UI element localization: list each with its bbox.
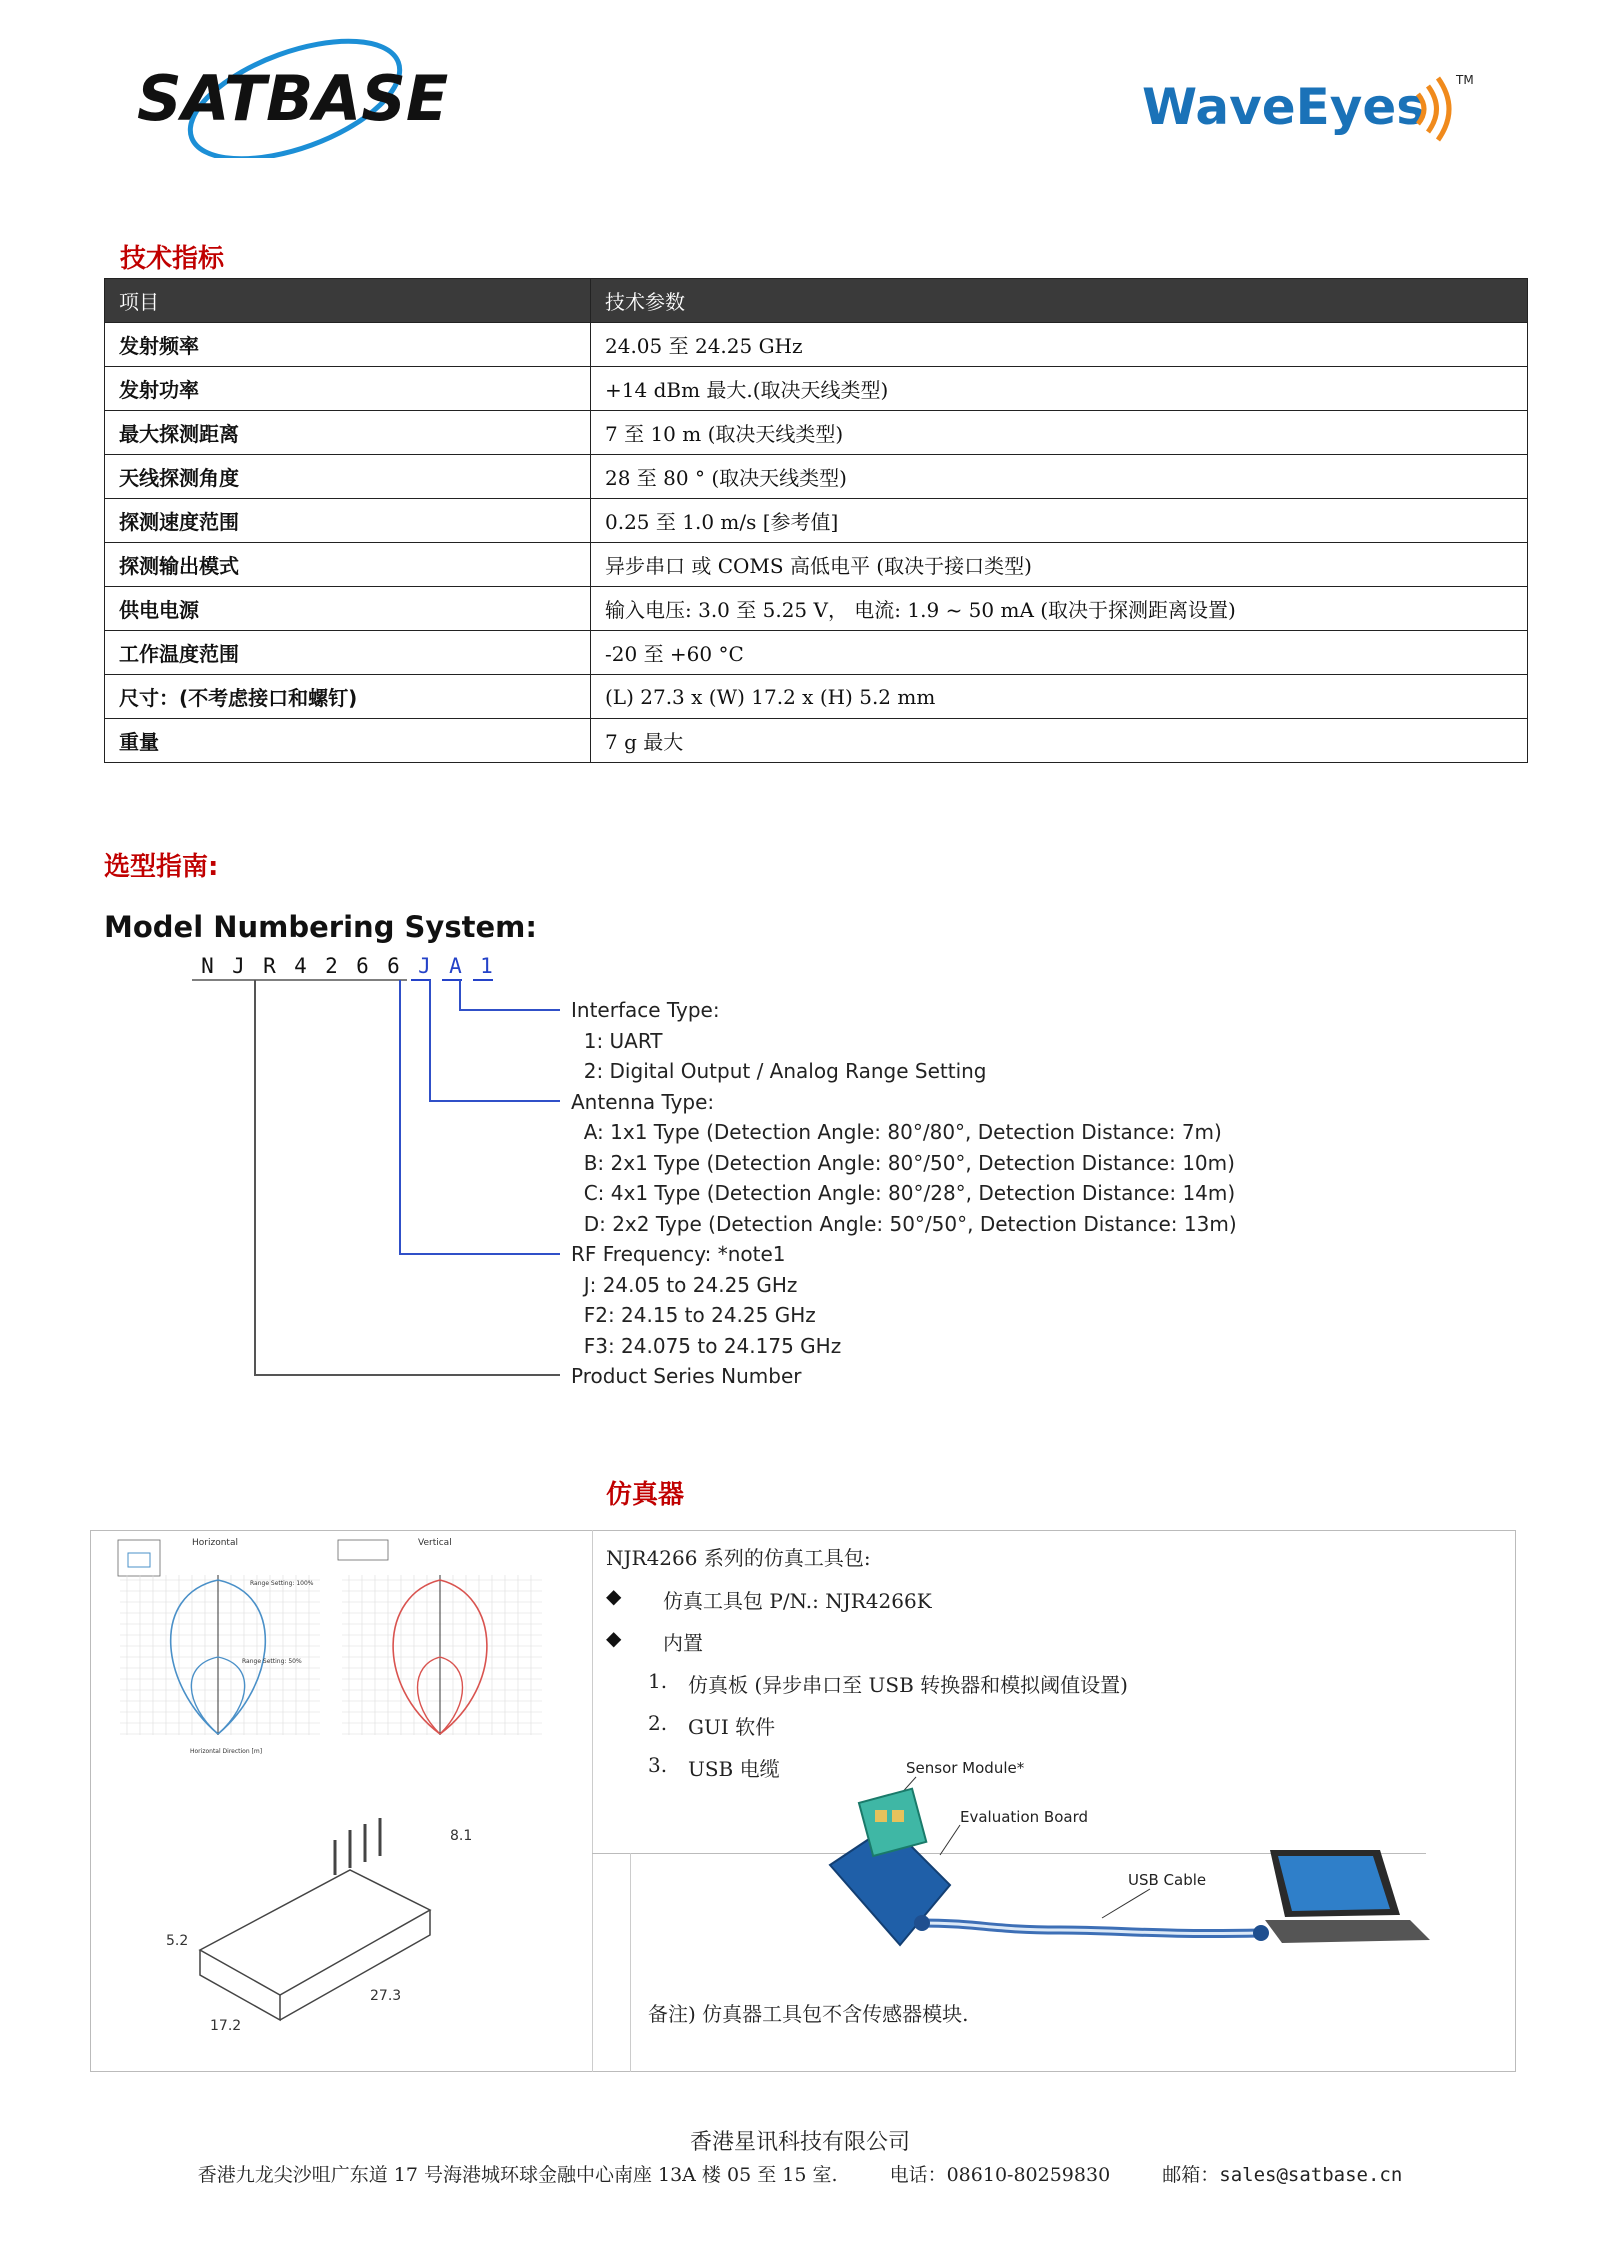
spec-key: 重量 — [105, 719, 591, 763]
code-char-interface: 1 — [480, 954, 493, 978]
code-char: 2 — [325, 954, 338, 978]
sim-item-2: GUI 软件 — [688, 1715, 776, 1739]
spec-value: 28 至 80 ° (取决天线类型) — [591, 455, 1528, 499]
spec-value: 7 至 10 m (取决天线类型) — [591, 411, 1528, 455]
plot-vertical-title: Vertical — [418, 1538, 452, 1548]
spec-key: 探测速度范围 — [105, 499, 591, 543]
spec-value: 异步串口 或 COMS 高低电平 (取决于接口类型) — [591, 543, 1528, 587]
legend-line: Product Series Number — [571, 1364, 802, 1388]
legend-line: F2: 24.15 to 24.25 GHz — [571, 1303, 816, 1327]
legend-line: A: 1x1 Type (Detection Angle: 80°/80°, Detection Distance: 7m) — [571, 1120, 1222, 1144]
code-char: N — [201, 954, 214, 978]
plot-horizontal-title: Horizontal — [192, 1538, 238, 1548]
divider — [592, 1530, 593, 2072]
spec-value: 24.05 至 24.25 GHz — [591, 323, 1528, 367]
spec-value: -20 至 +60 °C — [591, 631, 1528, 675]
x-axis-label: Horizontal Direction [m] — [190, 1748, 263, 1755]
spec-value: +14 dBm 最大.(取决天线类型) — [591, 367, 1528, 411]
specs-title: 技术指标 — [120, 244, 225, 274]
spec-value: 0.25 至 1.0 m/s [参考值] — [591, 499, 1528, 543]
code-char: 6 — [356, 954, 369, 978]
label-sensor-module: Sensor Module* — [906, 1759, 1025, 1777]
legend-line: Interface Type: — [571, 998, 720, 1022]
spec-value: 输入电压: 3.0 至 5.25 V， 电流: 1.9 ~ 50 mA (取决于探测距离设置) — [591, 587, 1528, 631]
spec-value: (L) 27.3 x (W) 17.2 x (H) 5.2 mm — [591, 675, 1528, 719]
model-code-legend — [571, 995, 1237, 1392]
simulator-title: 仿真器 — [606, 1480, 685, 1510]
legend-line: 1: UART — [571, 1028, 663, 1053]
spec-key: 探测输出模式 — [105, 543, 591, 587]
legend-line: Antenna Type: — [571, 1089, 715, 1114]
dim-pin: 8.1 — [450, 1828, 473, 1844]
legend-line: D: 2x2 Type (Detection Angle: 50°/50°, Detection Distance: 13m) — [571, 1211, 1237, 1236]
satbase-wordmark: SATBASE — [137, 62, 449, 135]
legend-line: RF Frequency: *note1 — [571, 1242, 786, 1266]
legend-line: F3: 24.075 to 24.175 GHz — [571, 1333, 842, 1358]
footer-address: 香港九龙尖沙咀广东道 17 号海港城环球金融中心南座 13A 楼 05 至 15 室. — [197, 2164, 838, 2186]
spec-key: 天线探测角度 — [105, 455, 591, 499]
sim-item-number: 2. — [648, 1711, 668, 1735]
evaluation-kit-illustration — [820, 1755, 1430, 1965]
legend-line: J: 24.05 to 24.25 GHz — [571, 1272, 798, 1297]
footer-phone: 电话：08610-80259830 — [889, 2164, 1111, 2186]
code-char-antenna: A — [449, 954, 462, 978]
dim-height: 5.2 — [166, 1933, 189, 1949]
sim-item-3: USB 电缆 — [688, 1757, 780, 1781]
diamond-bullet-icon: ◆ — [606, 1626, 622, 1650]
legend-line: C: 4x1 Type (Detection Angle: 80°/28°, Detection Distance: 14m) — [571, 1181, 1236, 1205]
detection-pattern-plots — [110, 1535, 560, 1760]
simulator-note: 备注) 仿真器工具包不含传感器模块. — [648, 2002, 969, 2026]
spec-key: 最大探测距离 — [105, 411, 591, 455]
spec-value: 7 g 最大 — [591, 719, 1528, 763]
footer-company: 香港星讯科技有限公司 — [689, 2130, 910, 2155]
spec-key: 供电电源 — [105, 587, 591, 631]
legend-line: 2: Digital Output / Analog Range Setting — [571, 1059, 987, 1083]
range-50-label: Range Setting: 50% — [242, 1658, 302, 1665]
divider — [630, 1853, 631, 2072]
diamond-bullet-icon: ◆ — [606, 1584, 622, 1608]
code-char: 6 — [387, 954, 400, 978]
sim-bullet-1: 仿真工具包 P/N.: NJR4266K — [663, 1589, 932, 1613]
legend-line: B: 2x1 Type (Detection Angle: 80°/50°, Detection Distance: 10m) — [571, 1150, 1235, 1175]
sim-item-number: 3. — [648, 1753, 668, 1777]
footer-contact — [0, 2160, 1600, 2187]
code-char: J — [232, 954, 245, 978]
spec-key: 尺寸：(不考虑接口和螺钉) — [105, 675, 591, 719]
spec-key: 发射频率 — [105, 323, 591, 367]
model-numbering-title: Model Numbering System: — [104, 910, 537, 944]
code-char-frequency: J — [418, 954, 431, 978]
footer-email[interactable]: 邮箱：sales@satbase.cn — [1162, 2164, 1403, 2186]
code-char: R — [263, 954, 276, 978]
sim-bullet-2: 内置 — [663, 1631, 703, 1655]
col-param-header: 技术参数 — [591, 279, 1528, 323]
selection-title: 选型指南: — [104, 852, 219, 882]
sim-item-1: 仿真板 (异步串口至 USB 转换器和模拟阈值设置) — [688, 1673, 1128, 1697]
spec-key: 发射功率 — [105, 367, 591, 411]
range-100-label: Range Setting: 100% — [250, 1580, 314, 1587]
spec-key: 工作温度范围 — [105, 631, 591, 675]
dim-width: 17.2 — [210, 2018, 242, 2034]
code-char: 4 — [294, 954, 307, 978]
dim-length: 27.3 — [370, 1988, 402, 2004]
col-item-header: 项目 — [105, 279, 591, 323]
sim-item-number: 1. — [648, 1669, 668, 1693]
module-dimension-drawing — [150, 1800, 520, 2060]
label-evaluation-board: Evaluation Board — [960, 1808, 1088, 1826]
label-usb-cable: USB Cable — [1128, 1871, 1207, 1889]
waveeyes-tm: TM — [1456, 73, 1474, 87]
waveeyes-wordmark: WaveEyes — [1142, 78, 1427, 136]
sim-intro: NJR4266 系列的仿真工具包: — [606, 1546, 871, 1570]
